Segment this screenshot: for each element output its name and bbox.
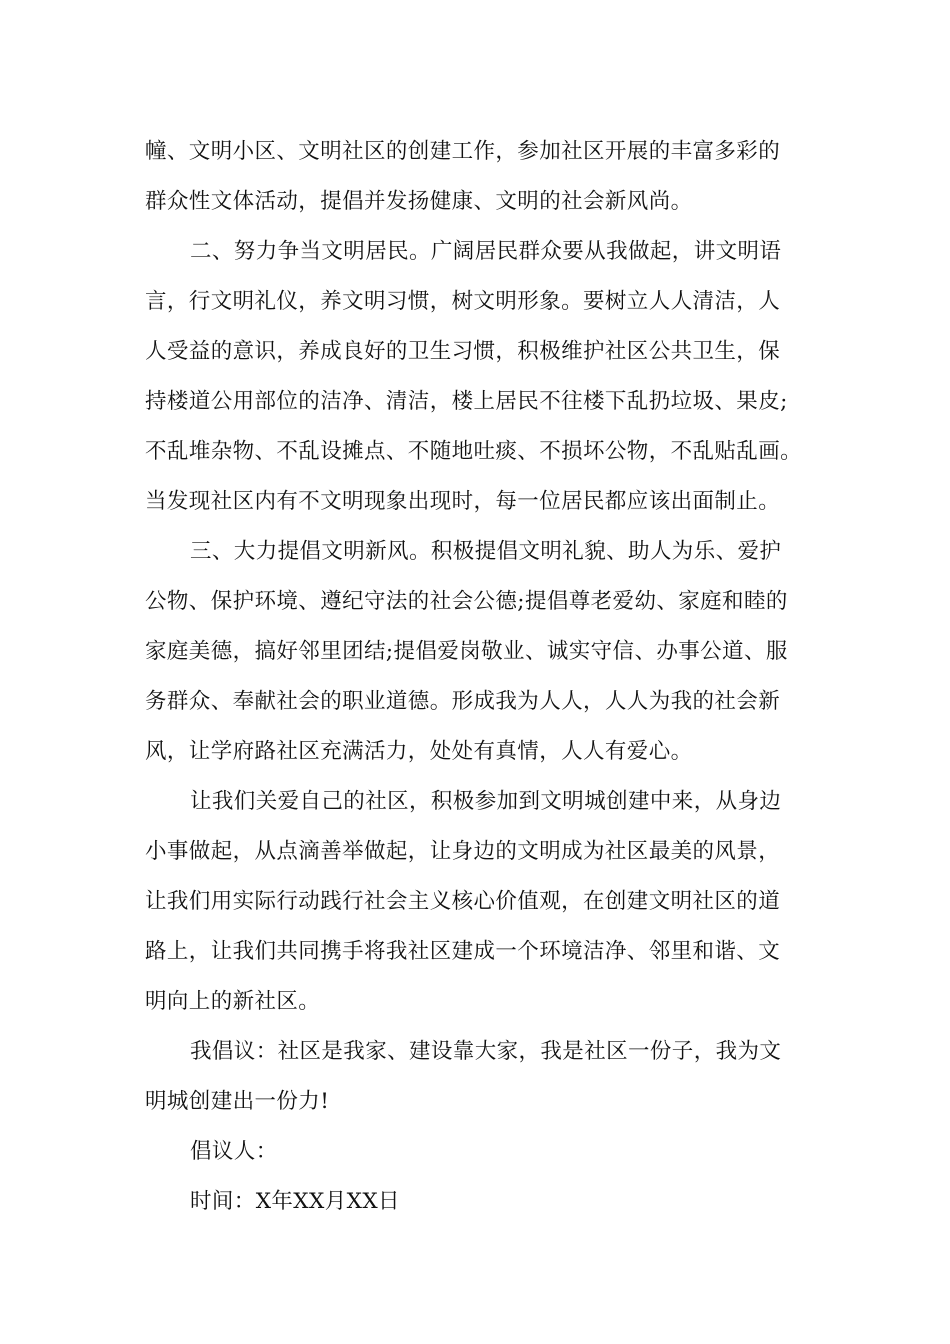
- date-line: 时间：X年XX月XX日: [190, 1189, 400, 1214]
- text-line: 明城创建出一份力!: [145, 1089, 330, 1114]
- paragraph-first-line: 我倡议：社区是我家、建设靠大家，我是社区一份子，我为文: [190, 1039, 782, 1064]
- text-line: 持楼道公用部位的洁净、清洁，楼上居民不往楼下乱扔垃圾、果皮;: [145, 389, 788, 414]
- paragraph-first-line: 三、大力提倡文明新风。积极提倡文明礼貌、助人为乐、爱护: [190, 539, 782, 564]
- text-line: 当发现社区内有不文明现象出现时，每一位居民都应该出面制止。: [145, 489, 781, 514]
- text-line: 让我们用实际行动践行社会主义核心价值观，在创建文明社区的道: [145, 889, 781, 914]
- text-line: 路上，让我们共同携手将我社区建成一个环境洁净、邻里和谐、文: [145, 939, 781, 964]
- signature-label: 倡议人：: [190, 1139, 278, 1164]
- text-line: 公物、保护环境、遵纪守法的社会公德;提倡尊老爱幼、家庭和睦的: [145, 589, 788, 614]
- text-line: 风，让学府路社区充满活力，处处有真情，人人有爱心。: [145, 739, 693, 764]
- text-line: 群众性文体活动，提倡并发扬健康、文明的社会新风尚。: [145, 189, 693, 214]
- text-line: 人受益的意识，养成良好的卫生习惯，积极维护社区公共卫生，保: [145, 339, 781, 364]
- text-line: 家庭美德，搞好邻里团结;提倡爱岗敬业、诚实守信、办事公道、服: [145, 639, 788, 664]
- text-line: 言，行文明礼仪，养文明习惯，树文明形象。要树立人人清洁，人: [145, 289, 781, 314]
- text-line: 务群众、奉献社会的职业道德。形成我为人人，人人为我的社会新: [145, 689, 781, 714]
- text-line: 幢、文明小区、文明社区的创建工作，参加社区开展的丰富多彩的: [145, 139, 781, 164]
- text-line: 小事做起，从点滴善举做起，让身边的文明成为社区最美的风景，: [145, 839, 781, 864]
- paragraph-first-line: 二、努力争当文明居民。广阔居民群众要从我做起，讲文明语: [190, 239, 782, 264]
- text-line: 明向上的新社区。: [145, 989, 321, 1014]
- paragraph-first-line: 让我们关爱自己的社区，积极参加到文明城创建中来，从身边: [190, 789, 782, 814]
- text-line: 不乱堆杂物、不乱设摊点、不随地吐痰、不损坏公物，不乱贴乱画。: [145, 439, 803, 464]
